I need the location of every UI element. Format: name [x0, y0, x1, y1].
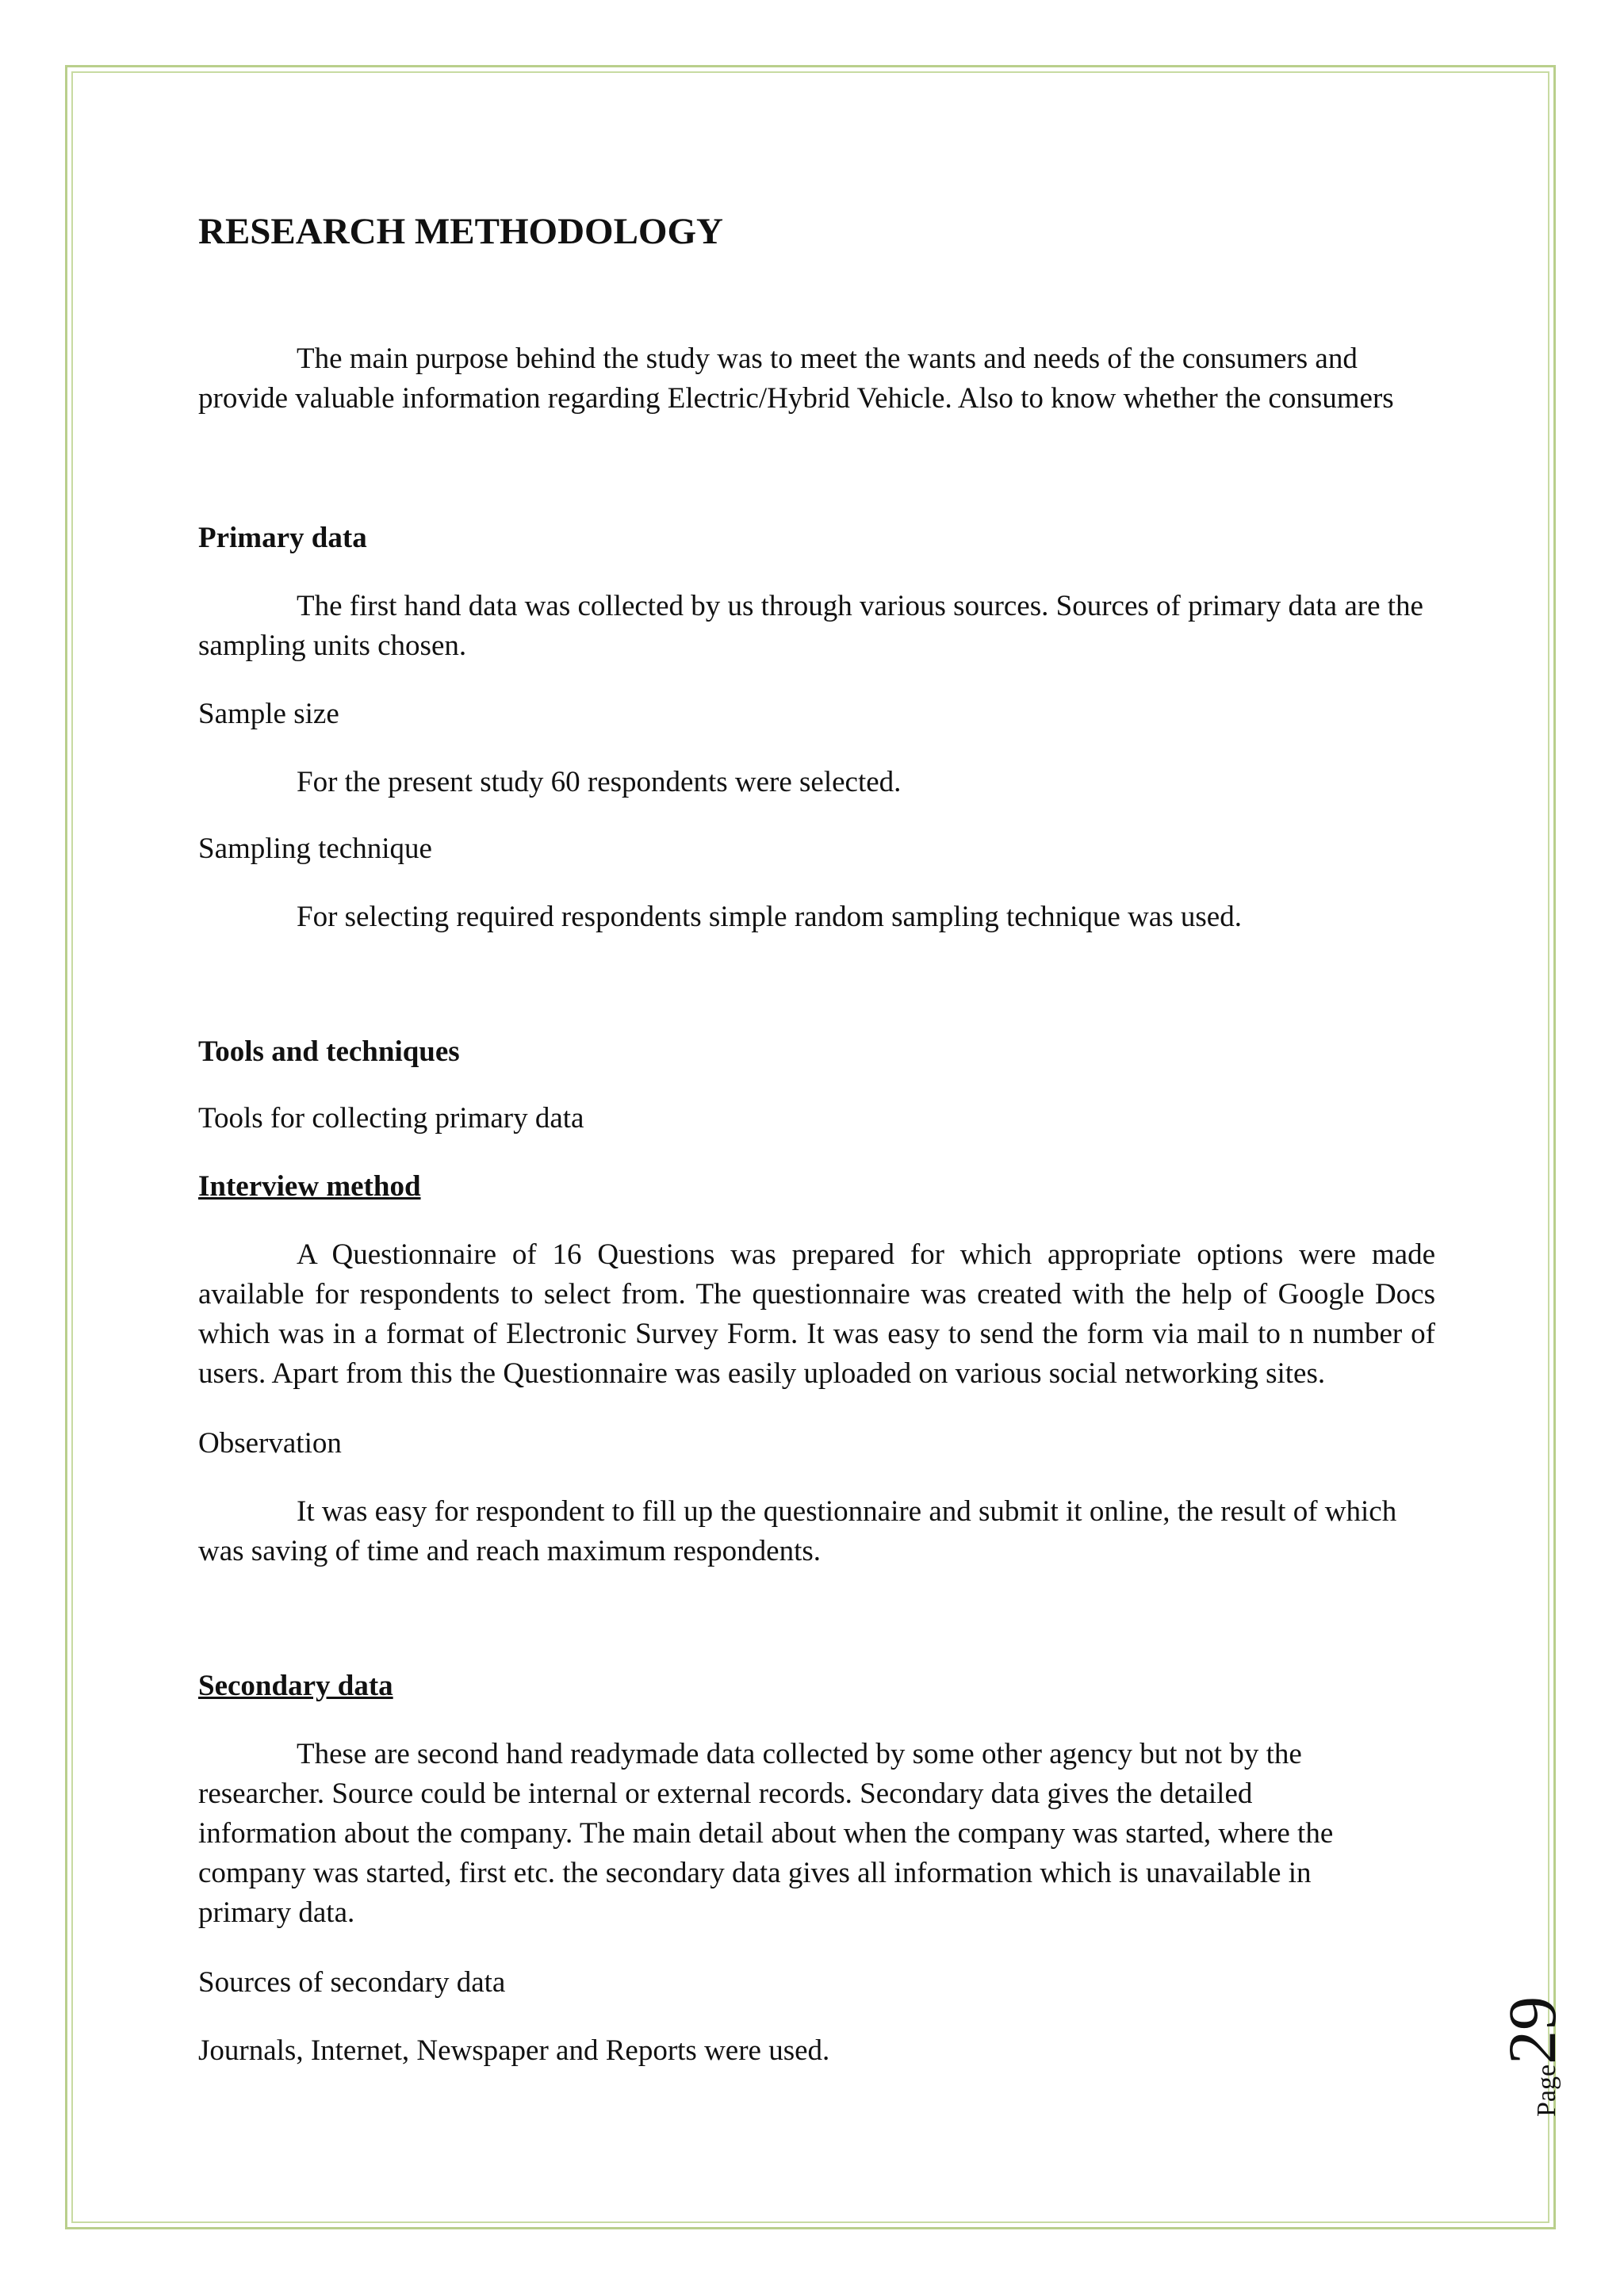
secondary-data-heading: Secondary data	[198, 1670, 393, 1702]
secondary-sources-label: Sources of secondary data	[198, 1966, 506, 1999]
secondary-data-paragraph: These are second hand readymade data collected by some other agency but not by the researcher. Source could be internal or external records. Secondary data gives the detailed information about the company. The main detail about when the company was started, where the company was started, first etc. the secondary data gives all information which is unavailable in primary data.	[198, 1738, 1334, 1929]
page-title: RESEARCH METHODOLOGY	[198, 211, 723, 252]
sampling-technique-paragraph: For selecting required respondents simple random sampling technique was used.	[297, 901, 1242, 933]
sample-size-paragraph: For the present study 60 respondents were selected.	[297, 766, 902, 798]
interview-method-paragraph: A Questionnaire of 16 Questions was prepared for which appropriate options were made available for respondents to select from. The questionnaire was created with the help of Google Docs which was in a format of Electronic Survey Form. It was easy to send the form via mail to n number of users. Apart from this the Questionnaire was easily uploaded on various social networking sites.	[198, 1238, 1435, 1390]
interview-method-heading: Interview method	[198, 1170, 421, 1203]
primary-data-paragraph: The first hand data was collected by us through various sources. Sources of primary data are the sampling units chosen.	[198, 590, 1423, 662]
observation-label: Observation	[198, 1427, 342, 1460]
intro-paragraph: The main purpose behind the study was to meet the wants and needs of the consumers and provide valuable information regarding Electric/Hybrid Vehicle. Also to know whether the consumers	[198, 342, 1394, 415]
tools-subheading: Tools for collecting primary data	[198, 1102, 584, 1135]
secondary-sources-paragraph: Journals, Internet, Newspaper and Reports were used.	[198, 2034, 830, 2067]
page-word: Page	[1532, 2064, 1561, 2117]
sample-size-label: Sample size	[198, 698, 339, 730]
sampling-technique-label: Sampling technique	[198, 832, 432, 865]
page-number: 29	[1494, 1996, 1570, 2064]
page-number-footer	[1492, 1950, 1570, 2125]
tools-heading: Tools and techniques	[198, 1035, 460, 1068]
primary-data-heading: Primary data	[198, 522, 367, 554]
observation-paragraph: It was easy for respondent to fill up the questionnaire and submit it online, the result of which was saving of time and reach maximum respondents.	[198, 1495, 1397, 1567]
